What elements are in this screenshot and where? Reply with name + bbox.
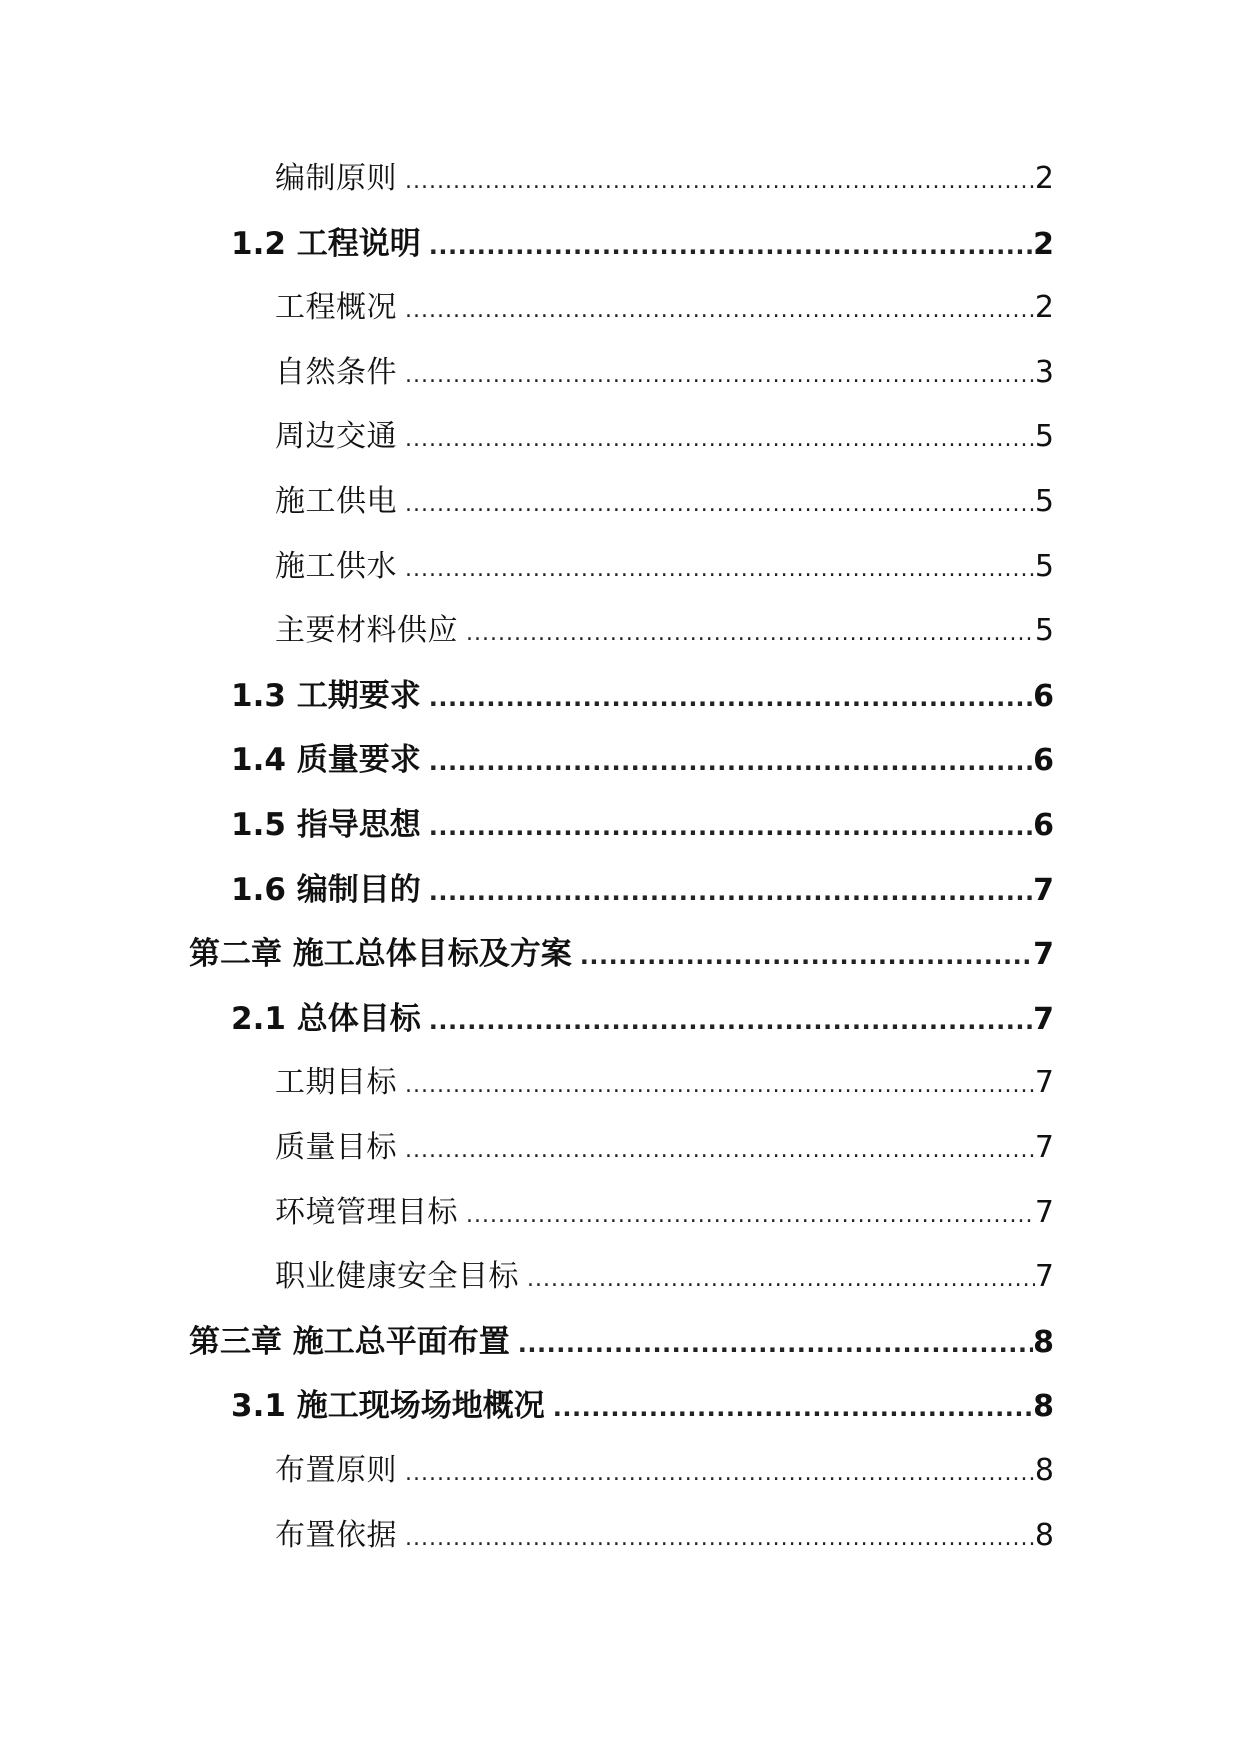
toc-page-number: 6	[1033, 808, 1054, 843]
toc-entry[interactable]	[231, 671, 1054, 721]
toc-dot-leader	[421, 221, 1033, 271]
toc-dot-leader	[510, 1319, 1033, 1369]
toc-entry-title: 环境管理目标	[275, 1194, 458, 1230]
toc-dot-leader	[519, 1255, 1035, 1305]
toc-entry-title: 质量目标	[275, 1130, 397, 1165]
toc-dot-leader	[397, 1126, 1035, 1176]
toc-entry[interactable]	[275, 477, 1054, 527]
toc-entry-title: 主要材料供应	[275, 613, 458, 649]
toc-entry-title: 2.1 总体目标	[231, 1000, 421, 1037]
toc-entry[interactable]	[231, 994, 1054, 1044]
toc-dot-leader	[572, 931, 1033, 981]
toc-entry-title: 编制原则	[275, 161, 397, 196]
toc-dot-leader	[397, 1061, 1035, 1111]
toc-page-number: 5	[1034, 419, 1054, 455]
toc-entry[interactable]	[275, 542, 1054, 592]
toc-entry-title: 工期目标	[275, 1065, 397, 1101]
toc-dot-leader	[421, 996, 1033, 1046]
toc-dot-leader	[397, 286, 1035, 336]
toc-page-number: 8	[1034, 1453, 1054, 1488]
toc-page-number: 6	[1033, 678, 1054, 714]
toc-page-number: 7	[1033, 1001, 1054, 1037]
toc-page-number: 7	[1034, 1130, 1054, 1165]
toc-dot-leader	[397, 351, 1035, 401]
toc-dot-leader	[458, 609, 1035, 659]
toc-entry-title: 布置原则	[275, 1453, 397, 1488]
toc-entry-title: 施工供电	[275, 484, 397, 519]
toc-dot-leader	[458, 1191, 1035, 1241]
toc-page-number: 7	[1034, 1259, 1054, 1295]
toc-entry[interactable]	[231, 1381, 1054, 1431]
toc-page-number: 5	[1034, 613, 1054, 649]
toc-entry[interactable]	[275, 1123, 1054, 1173]
toc-entry-title: 第二章 施工总体目标及方案	[189, 936, 572, 973]
toc-page-number: 2	[1034, 161, 1054, 196]
toc-entry-title: 自然条件	[275, 354, 397, 390]
toc-page-number: 2	[1033, 226, 1054, 262]
toc-page-number: 8	[1034, 1517, 1054, 1553]
toc-entry-title: 周边交通	[275, 419, 397, 455]
toc-entry[interactable]	[231, 865, 1054, 915]
toc-entry[interactable]	[231, 735, 1054, 785]
toc-entry-title: 职业健康安全目标	[275, 1259, 519, 1295]
toc-dot-leader	[397, 480, 1035, 530]
toc-page-number: 5	[1034, 484, 1054, 519]
toc-entry[interactable]	[275, 154, 1054, 204]
toc-entry[interactable]	[275, 1058, 1054, 1108]
toc-entry-title: 工程概况	[275, 290, 397, 326]
toc-page-number: 8	[1033, 1389, 1054, 1425]
toc-entry-title: 1.2 工程说明	[231, 225, 421, 262]
toc-dot-leader	[421, 867, 1033, 917]
toc-entry[interactable]	[275, 1188, 1054, 1238]
toc-entry-title: 1.4 质量要求	[231, 742, 421, 779]
toc-dot-leader	[397, 157, 1035, 207]
toc-entry-title: 1.6 编制目的	[231, 871, 421, 908]
toc-entry-title: 第三章 施工总平面布置	[189, 1323, 510, 1360]
toc-page-number: 7	[1034, 1065, 1054, 1101]
toc-entry[interactable]	[231, 800, 1054, 850]
toc-entry[interactable]	[275, 606, 1054, 656]
toc-dot-leader	[545, 1383, 1033, 1433]
toc-dot-leader	[397, 1514, 1035, 1564]
toc-entry[interactable]	[189, 1317, 1054, 1367]
toc-dot-leader	[421, 673, 1033, 723]
toc-dot-leader	[421, 802, 1033, 852]
toc-dot-leader	[421, 737, 1033, 787]
toc-entry[interactable]	[275, 283, 1054, 333]
toc-dot-leader	[397, 1449, 1035, 1499]
toc-page-number: 5	[1034, 548, 1054, 584]
toc-entry[interactable]	[275, 348, 1054, 398]
toc-entry[interactable]	[275, 412, 1054, 462]
toc-page-number: 7	[1033, 872, 1054, 908]
toc-entry[interactable]	[275, 1252, 1054, 1302]
toc-page-number: 2	[1034, 290, 1054, 326]
toc-page-number: 6	[1033, 743, 1054, 779]
toc-page-number: 7	[1034, 1194, 1054, 1230]
toc-entry-title: 1.3 工期要求	[231, 677, 421, 714]
toc-entry-title: 3.1 施工现场场地概况	[231, 1388, 545, 1425]
toc-entry[interactable]	[189, 929, 1054, 979]
toc-entry-title: 施工供水	[275, 548, 397, 584]
toc-page-number: 3	[1034, 354, 1054, 390]
toc-dot-leader	[397, 545, 1035, 595]
toc-entry[interactable]	[275, 1446, 1054, 1496]
toc-entry-title: 布置依据	[275, 1517, 397, 1553]
toc-page-number: 7	[1033, 937, 1054, 973]
toc-entry[interactable]	[231, 219, 1054, 269]
toc-entry-title: 1.5 指导思想	[231, 807, 421, 843]
toc-page-number: 8	[1033, 1324, 1054, 1360]
toc-entry[interactable]	[275, 1511, 1054, 1561]
toc-dot-leader	[397, 415, 1035, 465]
